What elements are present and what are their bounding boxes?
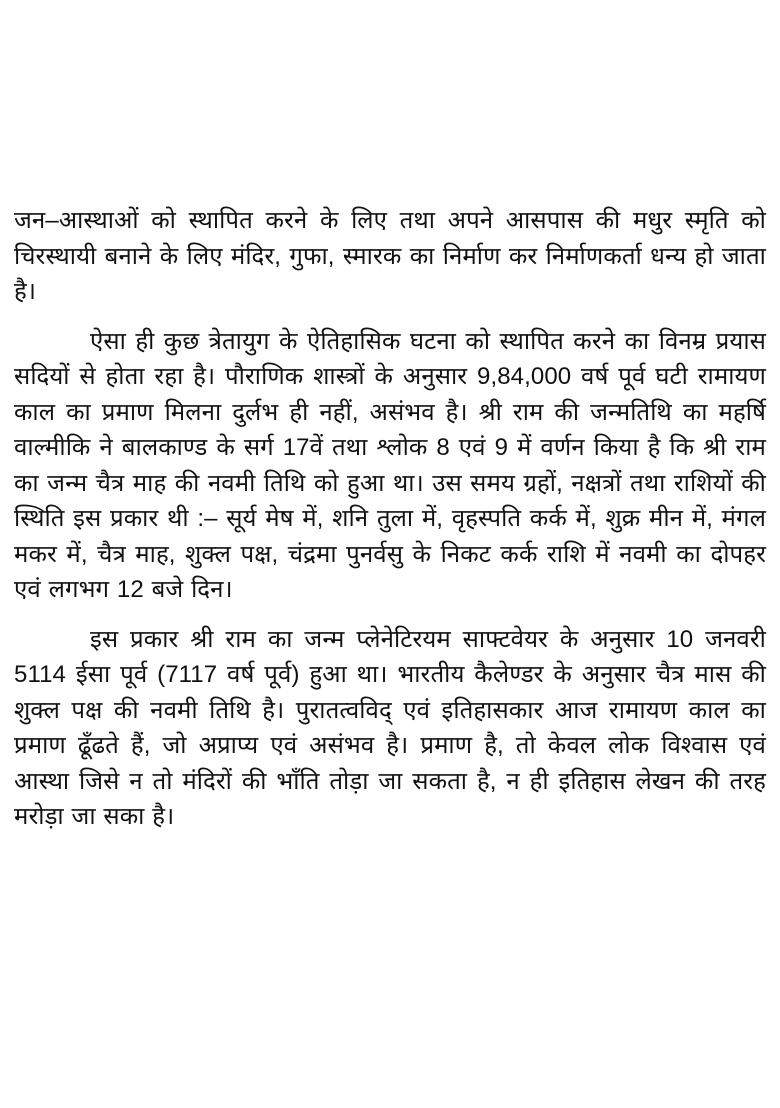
paragraph-intro: जन–आस्थाओं को स्थापित करने के लिए तथा अपने आसपास की मधुर स्मृति को चिरस्थायी बनाने के लिए मंदिर, गुफा, स्मारक का निर्माण कर निर्माणकर्ता धन्य हो जाता है। [14, 207, 766, 305]
paragraph-ram-birth-astrology: ऐसा ही कुछ त्रेतायुग के ऐतिहासिक घटना को स्थापित करने का विनम्र प्रयास सदियों से होता रहा है। पौराणिक शास्त्रों के अनुसार 9,84,000 वर्ष पूर्व घटी रामायण काल का प्रमाण मिलना दुर्लभ ही नहीं, असंभव है। श्री राम की जन्मतिथि का महर्षि वाल्मीकि ने बालकाण्ड के सर्ग 17वें तथा श्लोक 8 एवं 9 में वर्णन किया है कि श्री राम का जन्म चैत्र माह की नवमी तिथि को हुआ था। उस समय ग्रहों, नक्षत्रों तथा राशियों की स्थिति इस प्रकार थी :– सूर्य मेष में, शनि तुला में, वृहस्पति कर्क में, शुक्र मीन में, मंगल मकर में, चैत्र माह, शुक्ल पक्ष, चंद्रमा पुनर्वसु के निकट कर्क राशि में नवमी का दोपहर एवं लगभग 12 बजे दिन। [14, 327, 766, 603]
paragraph-planetarium-date: इस प्रकार श्री राम का जन्म प्लेनेटिरयम साफ्टवेयर के अनुसार 10 जनवरी 5114 ईसा पूर्व (7117 वर्ष पूर्व) हुआ था। भारतीय कैलेण्डर के अनुसार चैत्र मास की शुक्ल पक्ष की नवमी तिथि है। पुरातत्वविद् एवं इतिहासकार आज रामायण काल का प्रमाण ढूँढते हैं, जो अप्राप्य एवं असंभव है। प्रमाण है, तो केवल लोक विश्वास एवं आस्था जिसे न तो मंदिरों की भाँति तोड़ा जा सकता है, न ही इतिहास लेखन की तरह मरोड़ा जा सका है। [14, 625, 766, 830]
document-page [14, 203, 766, 835]
